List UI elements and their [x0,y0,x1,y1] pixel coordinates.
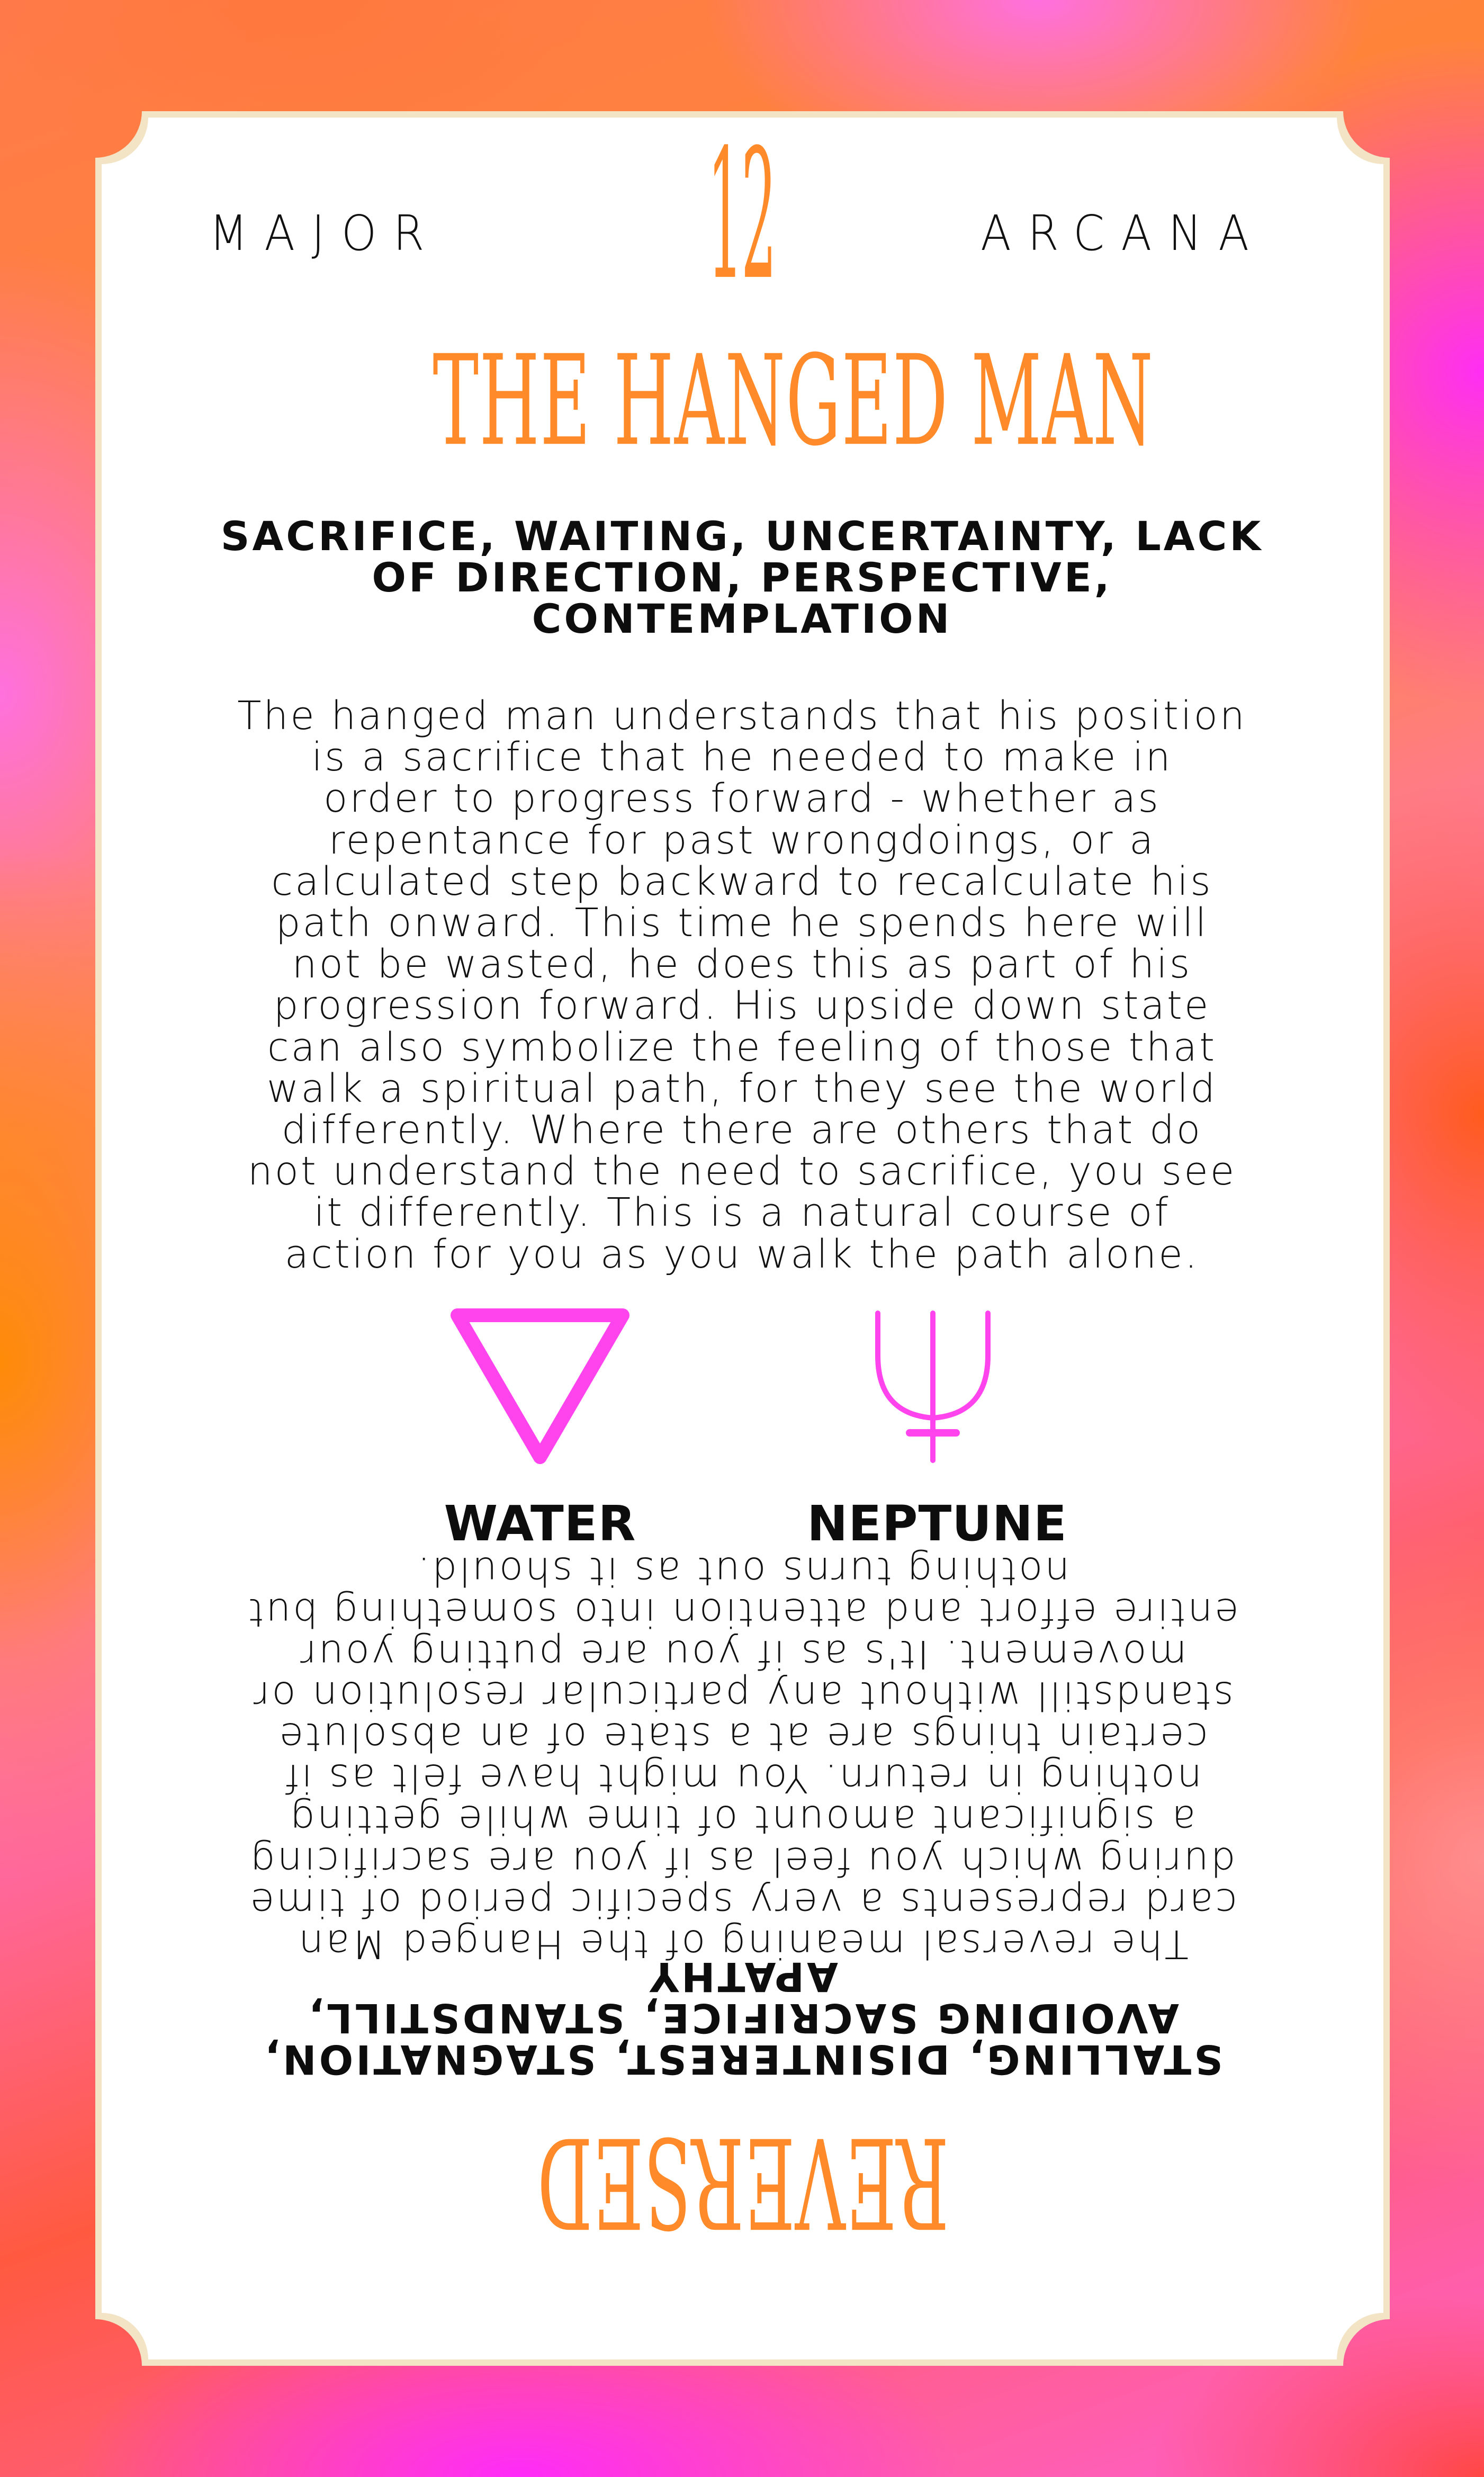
description-line: not understand the need to sacrifice, you see [247,1148,1237,1195]
category-label-left: MAJOR [209,205,441,262]
description-line: path onward. This time he spends here will [275,900,1209,946]
card-title: THE HANGED MAN [433,328,1154,474]
description-line: standstill without any particular resolution or [251,1672,1234,1718]
description-line: certain things are at a state of an absolute [277,1713,1208,1760]
reversed-description [116,1548,1369,1967]
symbol-water [450,1308,630,1467]
water-triangle-icon [450,1308,630,1467]
description-line: action for you as you walk the path alone. [284,1231,1200,1277]
reversed-title: REVERSED [536,2109,949,2255]
keyword-line: AVOIDING SACRIFICE, STANDSTILL, [306,1995,1179,2042]
reversed-title-wrap [95,2109,1390,2255]
keyword-line: SACRIFICE, WAITING, UNCERTAINTY, LACK [220,513,1264,560]
card-title-wrap [212,328,1272,474]
reversed-section [95,1548,1390,2266]
keyword-line: CONTEMPLATION [532,595,952,642]
description-line: nothing turns out as it should. [415,1548,1070,1594]
description-line: progression forward. His upside down state [273,983,1211,1029]
description-line: card represents a very specific period of time [248,1879,1237,1925]
description-line: during which you feel as if you are sacrificing [249,1838,1236,1884]
neptune-trident-icon [868,1308,1001,1467]
description-line: walk a spiritual path, for they see the world [266,1065,1218,1111]
description-line: it differently. This is a natural course of [313,1190,1171,1236]
card-number-wrap [635,111,847,319]
description-line: order to progress forward - whether as [323,776,1161,822]
card-number: 12 [707,111,775,319]
description-line: movement. It's as if you are putting your [298,1631,1187,1677]
description-line: The hanged man understands that his position [237,693,1247,739]
symbol-label-water: WATER [444,1495,636,1552]
description-line: nothing in return. You might have felt as if [283,1755,1202,1801]
category-label-right: ARCANA [981,205,1266,262]
keyword-line: APATHY [647,1953,838,2000]
symbol-label-neptune: NEPTUNE [807,1495,1067,1552]
symbol-neptune [868,1308,1001,1467]
description-line: entire effort and attention into something but [246,1590,1239,1636]
description-line: The reversal meaning of the Hanged Man [296,1921,1189,1967]
keyword-line: STALLING, DISINTEREST, STAGNATION, [262,2036,1223,2083]
upright-keywords [159,513,1325,642]
description-line: not be wasted, he does this as part of his [292,941,1192,988]
description-line: repentance for past wrongdoings, or a [328,817,1156,863]
description-line: a significant amount of time while getting [289,1797,1196,1843]
description-line: calculated step backward to recalculate his [271,858,1213,904]
reversed-keywords [127,1953,1358,2083]
description-line: can also symbolize the feeling of those that [267,1024,1217,1070]
description-line: differently. Where there are others that do [281,1107,1203,1153]
upright-description [132,695,1352,1275]
keyword-line: OF DIRECTION, PERSPECTIVE, [372,554,1112,601]
description-line: is a sacrifice that he needed to make in [311,734,1173,780]
